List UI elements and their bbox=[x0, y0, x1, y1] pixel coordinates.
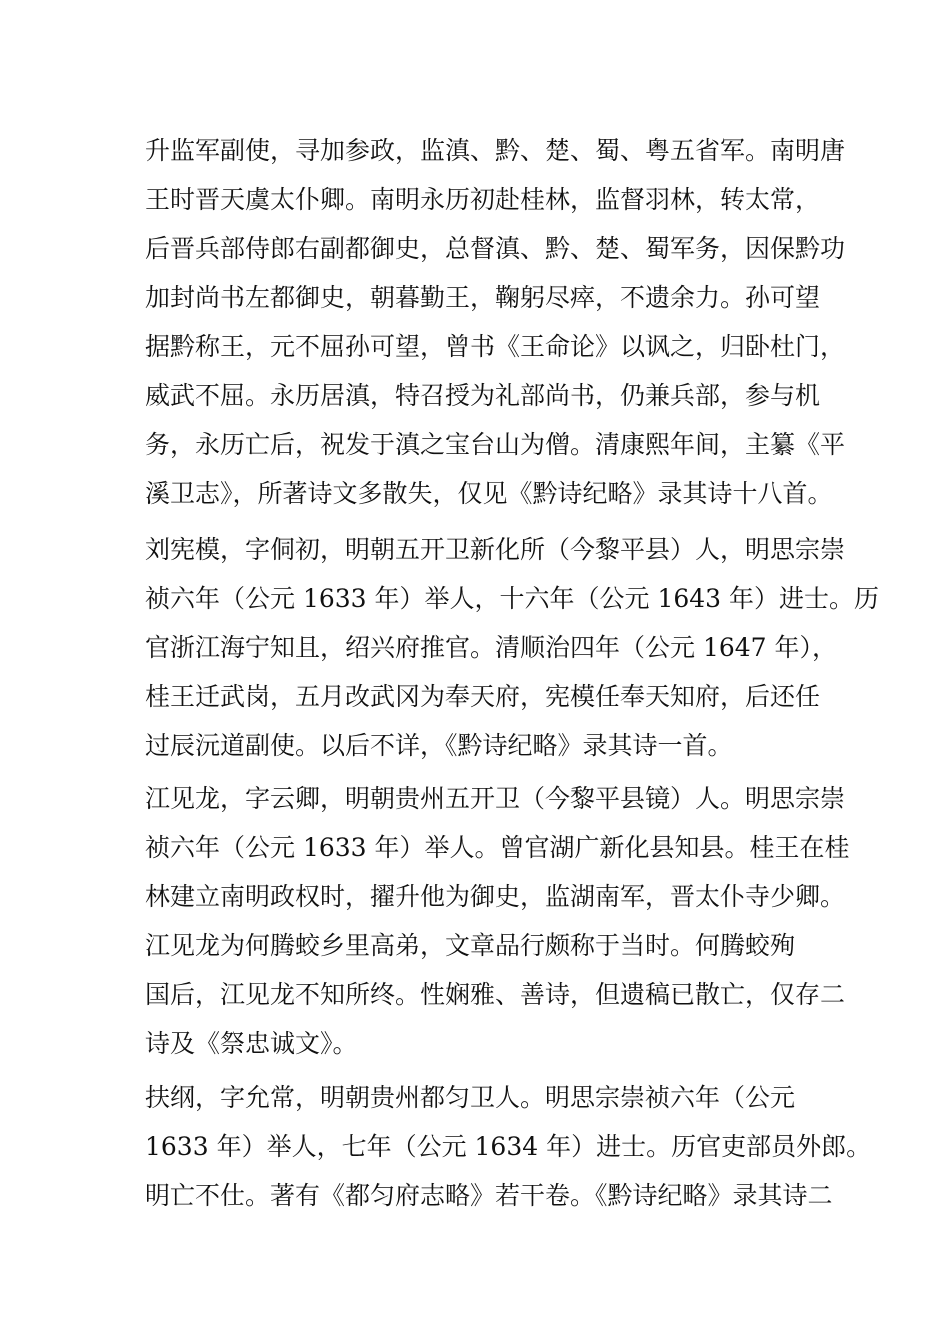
text-line: 过辰沅道副使。以后不详，《黔诗纪略》录其诗一首。 bbox=[145, 731, 733, 760]
text-line: 国后，江见龙不知所终。性娴雅、善诗，但遗稿已散亡，仅存二 bbox=[145, 980, 846, 1009]
text-line: 升监军副使，寻加参政，监滇、黔、楚、蜀、粤五省军。南明唐 bbox=[145, 136, 846, 165]
text-line: 王时晋天虞太仆卿。南明永历初赴桂林，监督羽林，转太常， bbox=[145, 185, 821, 214]
text-line: 加封尚书左都御史，朝暮勤王，鞠躬尽瘁，不遗余力。孙可望 bbox=[145, 283, 821, 312]
text-line: 江见龙，字云卿，明朝贵州五开卫（今黎平县镜）人。明思宗崇 bbox=[145, 784, 846, 813]
text-line: 后晋兵部侍郎右副都御史，总督滇、黔、楚、蜀军务，因保黔功 bbox=[145, 234, 846, 263]
text-line: 威武不屈。永历居滇，特召授为礼部尚书，仍兼兵部，参与机 bbox=[145, 381, 821, 410]
text-line: 祯六年（公元 1633 年）举人，十六年（公元 1643 年）进士。历 bbox=[145, 584, 880, 613]
text-line: 刘宪模，字侗初，明朝五开卫新化所（今黎平县）人，明思宗崇 bbox=[145, 535, 846, 564]
text-line: 桂王迁武岗，五月改武冈为奉天府，宪模任奉天知府，后还任 bbox=[145, 682, 821, 711]
text-line: 诗及《祭忠诚文》。 bbox=[145, 1029, 358, 1058]
text-line: 林建立南明政权时，擢升他为御史，监湖南军，晋太仆寺少卿。 bbox=[145, 882, 846, 911]
text-line: 据黔称王，元不屈孙可望，曾书《王命论》以讽之，归卧杜门， bbox=[145, 332, 846, 361]
text-line: 官浙江海宁知且，绍兴府推官。清顺治四年（公元 1647 年）， bbox=[145, 633, 838, 662]
text-line: 务，永历亡后，祝发于滇之宝台山为僧。清康熙年间，主纂《平 bbox=[145, 430, 846, 459]
text-line: 明亡不仕。著有《都匀府志略》若干卷。《黔诗纪略》录其诗二 bbox=[145, 1181, 833, 1210]
text-line: 1633 年）举人，七年（公元 1634 年）进士。历官吏部员外郎。 bbox=[145, 1132, 872, 1161]
text-line: 祯六年（公元 1633 年）举人。曾官湖广新化县知县。桂王在桂 bbox=[145, 833, 850, 862]
text-line: 江见龙为何腾蛟乡里高弟，文章品行颇称于当时。何腾蛟殉 bbox=[145, 931, 796, 960]
text-line: 扶纲，字允常，明朝贵州都匀卫人。明思宗崇祯六年（公元 bbox=[145, 1083, 796, 1112]
text-line: 溪卫志》，所著诗文多散失，仅见《黔诗纪略》录其诗十八首。 bbox=[145, 479, 833, 508]
